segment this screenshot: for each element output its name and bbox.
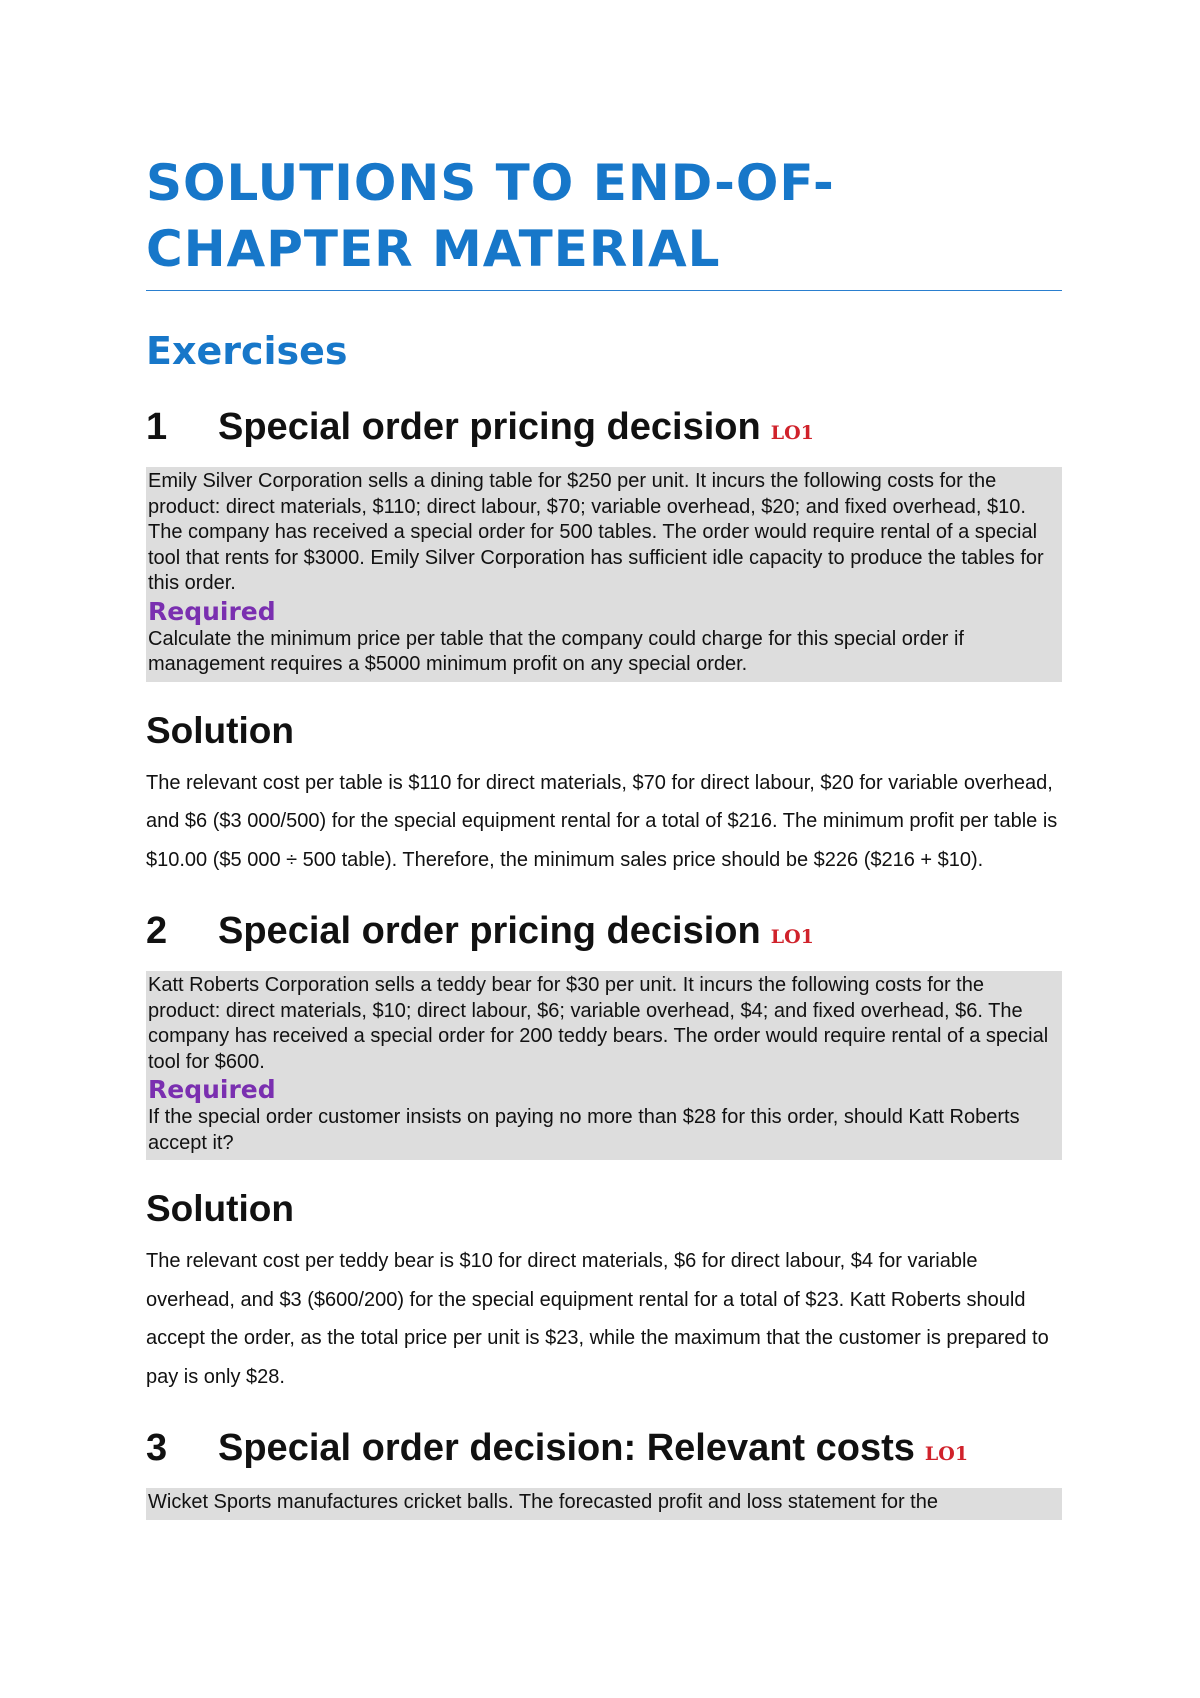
required-text: Calculate the minimum price per table that the company could charge for this special order if management requires a $5000 minimum profit on any special order. <box>148 627 964 675</box>
solution-text: The relevant cost per table is $110 for direct materials, $70 for direct labour, $20 for variable overhead, and $6 ($3 000/500) for the special equipment rental for a total of $216. The minimum profit per table is $10.00 ($5 000 ÷ 500 table). Therefore, the minimum sales price should be $226 ($216 + $10). <box>146 771 1058 871</box>
exercise-title: Special order pricing decision <box>218 406 761 448</box>
exercise-number: 1 <box>146 406 168 448</box>
question-text: Emily Silver Corporation sells a dining table for $250 per unit. It incurs the following costs for the product: direct materials, $110; direct labour, $70; variable overhead, $20; and fixed overhead, $10. The company has received a special order for 500 tables. The order would require rental of a special tool that rents for $3000. Emily Silver Corporation has sufficient idle capacity to produce the tables for this order. <box>148 470 1044 594</box>
required-text: If the special order customer insists on paying no more than $28 for this order, should Katt Roberts accept it? <box>148 1106 1020 1154</box>
required-label: Required <box>148 596 276 626</box>
exercise-heading <box>146 1424 1062 1478</box>
section-title: Exercises <box>146 329 348 373</box>
solution-heading: Solution <box>146 709 294 751</box>
learning-objective-tag: LO1 <box>770 926 814 948</box>
learning-objective-tag: LO1 <box>770 422 814 444</box>
document-content <box>146 150 1062 1520</box>
question-box <box>146 1488 1062 1520</box>
exercise-title: Special order pricing decision <box>218 910 761 952</box>
exercise-heading <box>146 907 1062 961</box>
question-text: Wicket Sports manufactures cricket balls. The forecasted profit and loss statement for the <box>148 1491 938 1513</box>
exercise-number: 3 <box>146 1427 168 1469</box>
exercise-heading <box>146 403 1062 457</box>
question-text: Katt Roberts Corporation sells a teddy bear for $30 per unit. It incurs the following costs for the product: direct materials, $10; direct labour, $6; variable overhead, $4; and fixed overhead, $6. The company has received a special order for 200 teddy bears. The order would require rental of a special tool for $600. <box>148 974 1049 1073</box>
exercise-2 <box>146 907 1062 1396</box>
solution-text: The relevant cost per teddy bear is $10 for direct materials, $6 for direct labour, $4 for variable overhead, and $3 ($600/200) for the special equipment rental for a total of $23. Katt Roberts should accept the order, as the total price per unit is $23, while the maximum that the customer is prepared to pay is only $28. <box>146 1250 1049 1388</box>
exercise-3 <box>146 1424 1062 1520</box>
page-title: SOLUTIONS TO END-OF-CHAPTER MATERIAL <box>146 150 1062 291</box>
exercise-title: Special order decision: Relevant costs <box>218 1427 915 1469</box>
required-label: Required <box>148 1075 276 1104</box>
exercise-1 <box>146 403 1062 879</box>
question-box <box>146 971 1062 1160</box>
solution-heading: Solution <box>146 1188 294 1229</box>
question-box <box>146 467 1062 682</box>
exercise-number: 2 <box>146 910 168 952</box>
learning-objective-tag: LO1 <box>924 1443 969 1465</box>
